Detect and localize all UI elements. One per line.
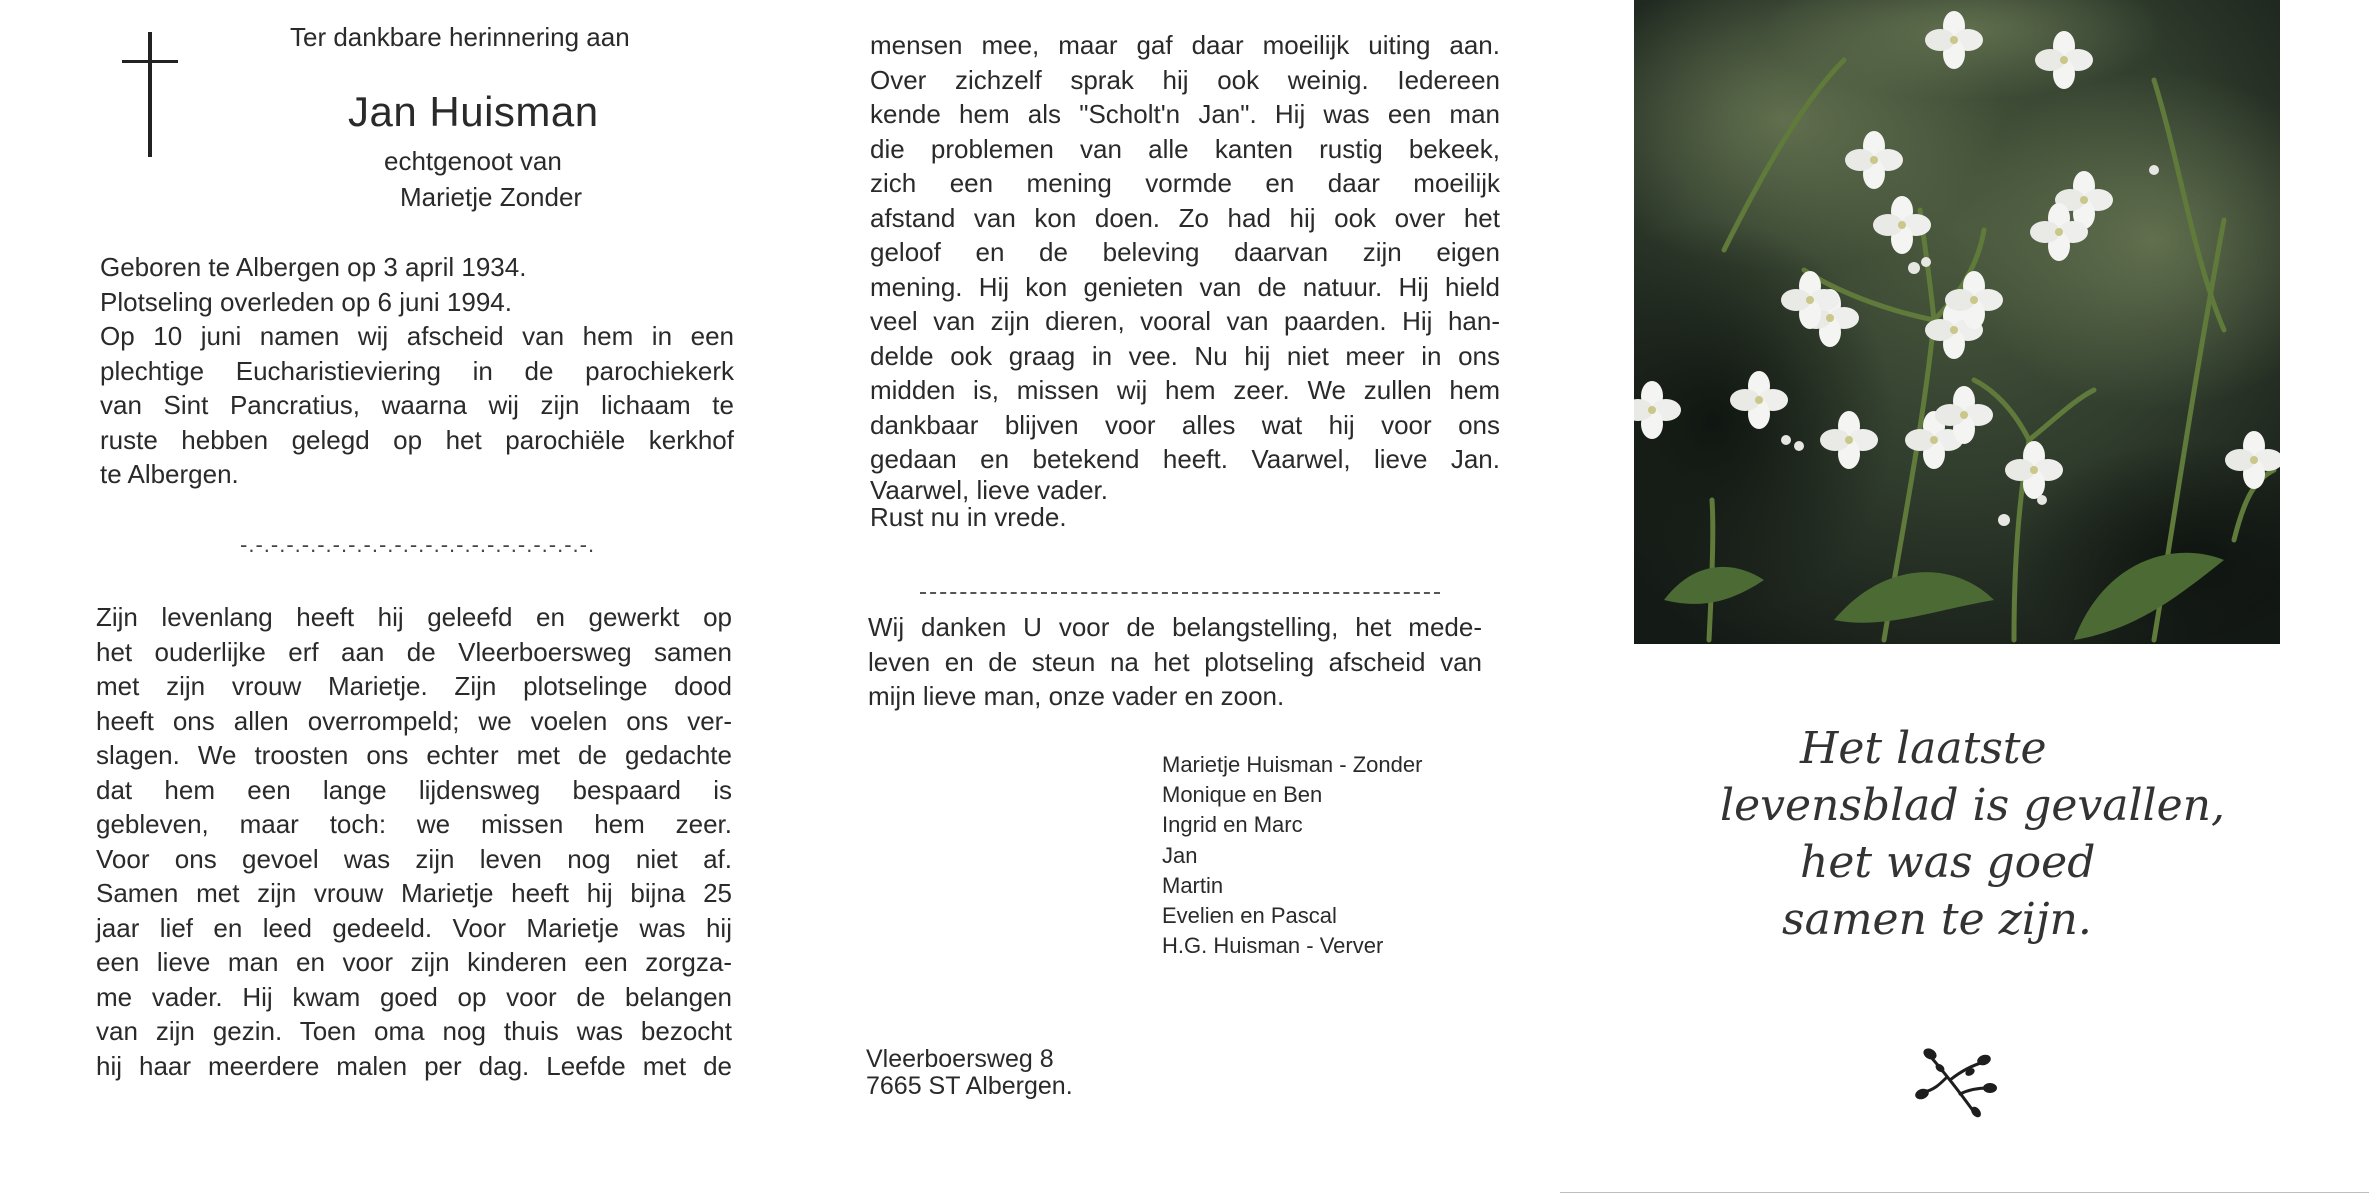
ornamental-divider: -.-.-.-.-.-.-.-.-.-.-.-.-.-.-.-.-.-.-.-.-.-.-. bbox=[240, 532, 596, 557]
text-line: plechtige Eucharistieviering in de parochiekerk bbox=[100, 355, 734, 386]
text-line: mening. Hij kon genieten van de natuur. Hij hield bbox=[870, 271, 1500, 302]
deceased-name: Jan Huisman bbox=[348, 88, 599, 135]
text-line: Samen met zijn vrouw Marietje heeft hij bijna 25 bbox=[96, 878, 732, 908]
text-line: veel van zijn dieren, vooral van paarden. Hij han- bbox=[870, 306, 1500, 336]
text-line: gebleven, maar toch: we missen hem zeer. bbox=[96, 809, 732, 839]
text-line: jaar lief en leed gedeeld. Voor Marietje was hij bbox=[96, 912, 732, 943]
text-line: met zijn vrouw Marietje. Zijn plotselinge dood bbox=[96, 671, 732, 701]
text-line: Plotseling overleden op 6 juni 1994. bbox=[100, 286, 512, 317]
text-line: mensen mee, maar gaf daar moeilijk uiting aan. bbox=[870, 30, 1500, 60]
text-line: me vader. Hij kwam goed op voor de belangen bbox=[96, 981, 732, 1012]
poem-line: Het laatste bbox=[1800, 723, 2047, 774]
poem-line: levensblad is gevallen, bbox=[1720, 780, 2225, 831]
family-list bbox=[1162, 750, 1422, 961]
text-line: Zijn levenlang heeft hij geleefd en gewerkt op bbox=[96, 602, 732, 632]
tribute-text bbox=[96, 600, 732, 1083]
text-line: van Sint Pancratius, waarna wij zijn lichaam te bbox=[100, 390, 734, 420]
text-line: van zijn gezin. Toen oma nog thuis was bezocht bbox=[96, 1016, 732, 1046]
text-line: hij haar meerdere malen per dag. Leefde met de bbox=[96, 1050, 732, 1081]
memorial-intro: Ter dankbare herinnering aan bbox=[290, 22, 630, 52]
cross-icon bbox=[122, 32, 178, 157]
photo-illustration bbox=[1634, 0, 2280, 644]
text-line: afstand van kon doen. Zo had hij ook over het bbox=[870, 202, 1500, 233]
life-facts bbox=[100, 250, 734, 492]
handwritten-poem bbox=[1720, 720, 2240, 948]
address-city: 7665 ST Albergen. bbox=[866, 1072, 1073, 1100]
family-member: Monique en Ben bbox=[1162, 782, 1323, 808]
text-line: zich een mening vormde en daar moeilijk bbox=[870, 168, 1500, 198]
text-line: mijn lieve man, onze vader en zoon. bbox=[868, 681, 1285, 711]
family-member: Jan bbox=[1162, 842, 1198, 868]
address-street: Vleerboersweg 8 bbox=[866, 1045, 1054, 1073]
poem-line: samen te zijn. bbox=[1782, 894, 2092, 945]
spouse-name: Marietje Zonder bbox=[400, 182, 583, 212]
text-line: het ouderlijke erf aan de Vleerboersweg samen bbox=[96, 636, 732, 667]
text-line: die problemen van alle kanten rustig bekeek, bbox=[870, 133, 1500, 164]
tribute-continued bbox=[870, 28, 1500, 531]
text-line: Op 10 juni namen wij afscheid van hem in een bbox=[100, 321, 734, 351]
poem-line: het was goed bbox=[1800, 837, 2096, 888]
text-line: ruste hebben gelegd op het parochiële kerkhof bbox=[100, 424, 734, 455]
text-line: Vaarwel, lieve vader. bbox=[870, 474, 1108, 505]
fold-line bbox=[1560, 1192, 2369, 1193]
text-line: dat hem een lange lijdensweg bespaard is bbox=[96, 774, 732, 805]
text-line: dankbaar blijven voor alles wat hij voor ons bbox=[870, 409, 1500, 440]
white-flowers-photo bbox=[1634, 0, 2280, 644]
text-line: gedaan en betekend heeft. Vaarwel, lieve Jan. bbox=[870, 444, 1500, 474]
text-line: slagen. We troosten ons echter met de gedachte bbox=[96, 740, 732, 770]
address bbox=[866, 1046, 1073, 1100]
spouse-relation: echtgenoot van bbox=[384, 146, 562, 176]
text-line: delde ook graag in vee. Nu hij niet meer in ons bbox=[870, 340, 1500, 371]
thanks-text bbox=[868, 610, 1482, 714]
sprig-icon bbox=[1910, 1040, 1998, 1126]
text-line: Voor ons gevoel was zijn leven nog niet af. bbox=[96, 843, 732, 874]
text-line: te Albergen. bbox=[100, 459, 239, 489]
family-member: Marietje Huisman - Zonder bbox=[1162, 752, 1423, 777]
text-line: midden is, missen wij hem zeer. We zullen hem bbox=[870, 375, 1500, 405]
family-member: H.G. Huisman - Verver bbox=[1162, 933, 1384, 959]
family-member: Ingrid en Marc bbox=[1162, 812, 1303, 838]
text-line: Wij danken U voor de belangstelling, het mede- bbox=[868, 612, 1482, 642]
text-line: heeft ons allen overrompeld; we voelen ons ver- bbox=[96, 705, 732, 736]
family-member: Martin bbox=[1162, 872, 1224, 898]
dashed-divider bbox=[920, 592, 1440, 594]
text-line: leven en de steun na het plotseling afscheid van bbox=[868, 646, 1482, 677]
text-line: een lieve man en voor zijn kinderen een zorgza- bbox=[96, 947, 732, 977]
text-line: kende hem als "Scholt'n Jan". Hij was een man bbox=[870, 99, 1500, 129]
text-line: Rust nu in vrede. bbox=[870, 501, 1067, 532]
family-member: Evelien en Pascal bbox=[1162, 903, 1337, 929]
text-line: geloof en de beleving daarvan zijn eigen bbox=[870, 237, 1500, 267]
text-line: Geboren te Albergen op 3 april 1934. bbox=[100, 252, 527, 282]
text-line: Over zichzelf sprak hij ook weinig. Iedereen bbox=[870, 64, 1500, 95]
